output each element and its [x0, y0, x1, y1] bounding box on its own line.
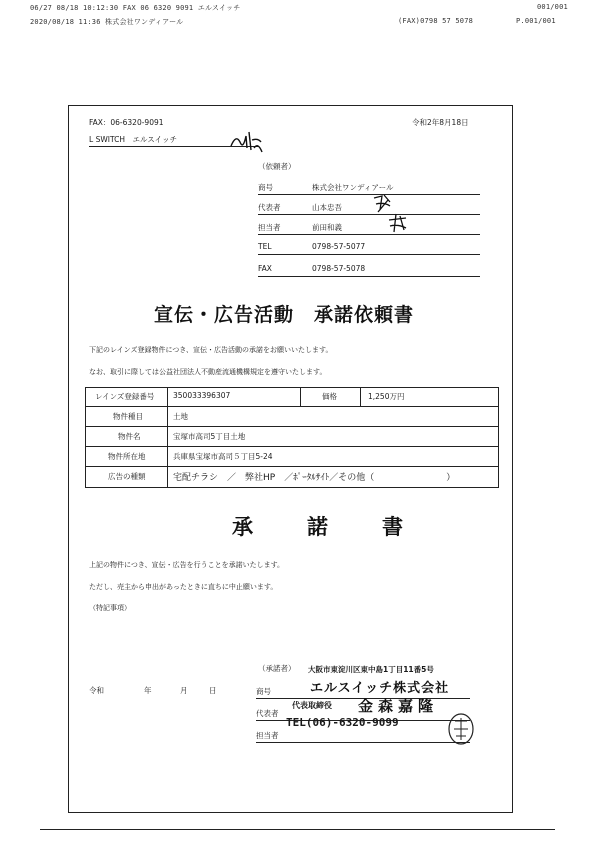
- requester-line-tel: [258, 254, 480, 255]
- requester-contact: 前田和義: [312, 223, 342, 232]
- approver-label-representative: 代表者: [256, 709, 279, 718]
- special-notes-heading: （特記事項）: [89, 604, 131, 612]
- requester-line-company: [258, 194, 480, 195]
- requester-label-tel: TEL: [258, 242, 272, 251]
- requester-label-fax: FAX: [258, 264, 272, 273]
- requester-company: 株式会社ワンディアール: [312, 183, 394, 192]
- stamp-rep-name: 金森嘉隆: [358, 697, 439, 715]
- table-value-price: 1,250万円: [368, 392, 405, 401]
- requester-representative: 山本忠吾: [312, 203, 342, 212]
- requester-heading: （依頼者）: [258, 162, 296, 171]
- table-value-reins: 350033396307: [173, 391, 231, 400]
- fax-header-page: P.001/001: [516, 17, 556, 25]
- approver-heading: （承諾者）: [258, 664, 296, 673]
- table-label-type: 物件種目: [113, 412, 143, 421]
- fax-header-line2: 2020/08/18 11:36 株式会社ワンディアール: [30, 18, 184, 26]
- table-row-divider-2: [85, 426, 498, 427]
- requester-tel: 0798-57-5077: [312, 242, 366, 251]
- intro-line-1: 下記のレインズ登録物件につき、宣伝・広告活動の承諾をお願いいたします。: [89, 346, 333, 354]
- stamp-rep-title: 代表取締役: [292, 701, 332, 710]
- document-date: 令和2年8月18日: [412, 118, 469, 127]
- table-label-location: 物件所在地: [108, 452, 146, 461]
- fax-header-line1: 06/27 08/18 10:12:30 FAX 06 6320 9091 エルスイッチ: [30, 4, 241, 12]
- document-title: 宣伝・広告活動 承諾依頼書: [154, 304, 415, 326]
- representative-seal-mark: [370, 192, 394, 214]
- fax-to: FAX：06-6320-9091: [89, 118, 164, 127]
- table-label-reins: レインズ登録番号: [95, 392, 155, 401]
- personal-seal-mark: [446, 712, 476, 746]
- table-value-media: 宅配チラシ ／ 弊社HP ／ﾎﾟｰﾀﾙｻｲﾄ／その他（ ）: [173, 473, 456, 483]
- recipient-suffix-handwriting: [228, 128, 264, 154]
- requester-line-fax: [258, 276, 480, 277]
- stamp-address: 大阪市東淀川区東中島1丁目11番5号: [308, 665, 434, 674]
- consent-title: 承 諾 書: [232, 514, 407, 539]
- table-row-divider-4: [85, 466, 498, 467]
- approver-line-contact: [256, 742, 470, 743]
- requester-label-company: 商号: [258, 183, 273, 192]
- table-label-name: 物件名: [118, 432, 141, 441]
- fax-header-line1-page: 001/001: [537, 3, 568, 11]
- requester-label-contact: 担当者: [258, 223, 281, 232]
- consent-line-2: ただし、売主から申出があったときに直ちに中止願います。: [89, 583, 278, 591]
- stamp-company: エルスイッチ株式会社: [310, 681, 450, 696]
- intro-line-2: なお、取引に際しては公益社団法人不動産流通機構規定を遵守いたします。: [89, 368, 327, 376]
- table-row-divider-1: [85, 406, 498, 407]
- stamp-tel: TEL(06)-6320-9099: [286, 716, 399, 729]
- table-value-type: 土地: [173, 412, 188, 421]
- table-value-name: 宝塚市高司5丁目土地: [173, 432, 246, 441]
- requester-line-representative: [258, 214, 480, 215]
- date-year-label: 年: [144, 686, 152, 695]
- table-value-location: 兵庫県宝塚市高司５丁目5-24: [173, 452, 273, 461]
- page-bottom-rule: [40, 829, 555, 830]
- requester-fax: 0798-57-5078: [312, 264, 366, 273]
- table-label-price: 価格: [322, 392, 337, 401]
- table-label-column-divider: [167, 387, 168, 487]
- contact-seal-mark: [386, 212, 410, 234]
- approver-label-contact: 担当者: [256, 731, 279, 740]
- approver-label-company: 商号: [256, 687, 271, 696]
- date-era-label: 令和: [89, 686, 104, 695]
- date-month-label: 月: [180, 686, 188, 695]
- date-day-label: 日: [209, 686, 217, 695]
- table-label-media: 広告の種類: [108, 472, 146, 481]
- requester-line-contact: [258, 234, 480, 235]
- table-row-divider-3: [85, 446, 498, 447]
- table-price-divider-b: [360, 387, 361, 407]
- recipient-name: L SWITCH エルスイッチ: [89, 135, 177, 144]
- fax-header-fax-number: (FAX)0798 57 5078: [398, 17, 474, 25]
- consent-line-1: 上記の物件につき、宣伝・広告を行うことを承諾いたします。: [89, 561, 285, 569]
- table-price-divider-a: [300, 387, 301, 407]
- requester-label-representative: 代表者: [258, 203, 281, 212]
